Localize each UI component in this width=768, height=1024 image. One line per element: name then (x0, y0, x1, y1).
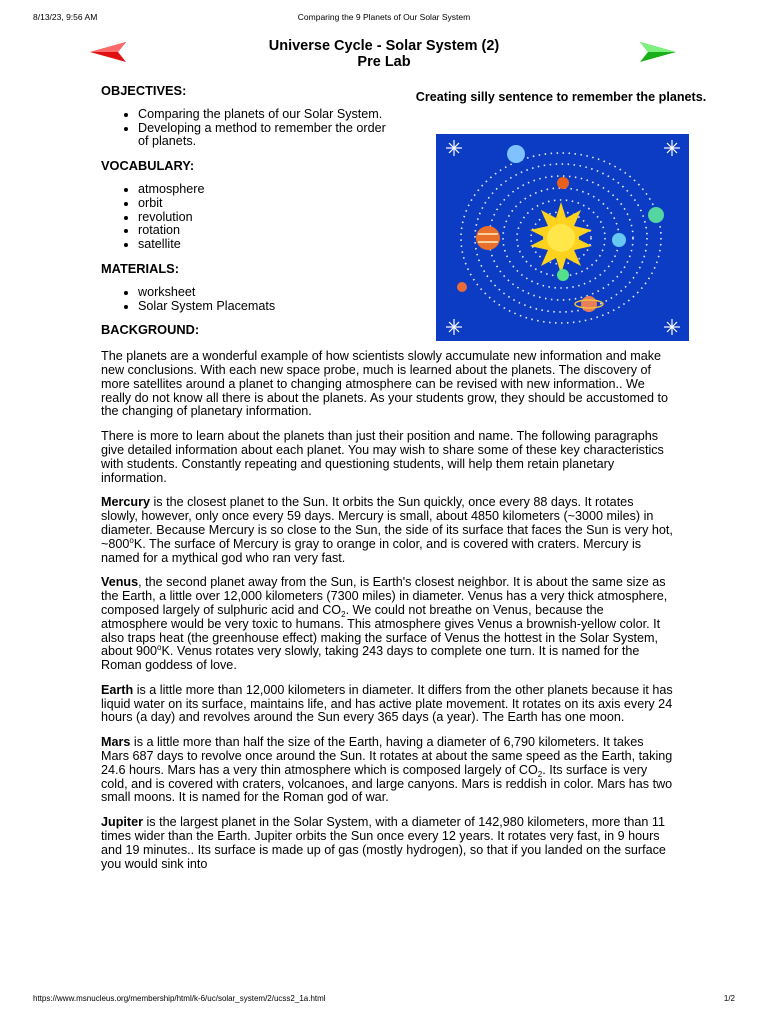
title-line-1: Universe Cycle - Solar System (2) (268, 38, 500, 54)
paragraph-text: K. Venus rotates very slowly, taking 243 days to complete one turn. It is named for the Roman goddess of love. (101, 644, 640, 673)
vocabulary-heading: VOCABULARY: (101, 158, 195, 174)
background-paragraph-2: There is more to learn about the planets than just their position and name. The following paragraphs give detailed information about each planet. You may wish to share some of these key characteristics with students. Constantly repeating and questioning students, will help them retain planetary information. (101, 429, 664, 485)
print-url: https://www.msnucleus.org/membership/html/k-6/uc/solar_system/2/ucss2_1a.html (33, 994, 326, 1003)
planet-name: Mercury (101, 495, 150, 510)
page-title (0, 38, 768, 70)
materials-list (101, 286, 673, 314)
paragraph-text: . We could not breathe on Venus, because the atmosphere would be very toxic to humans. This atmosphere gives Venus a brownish-yellow color. It also traps heat (the greenhouse effect) making the surface of Venus the hottest in the Solar System, about 900 (101, 602, 661, 659)
image-caption: Creating silly sentence to remember the planets. (415, 90, 707, 104)
list-item: • Solar System Placemats (138, 300, 673, 314)
objectives-list (101, 108, 388, 149)
mars-paragraph (101, 736, 673, 805)
print-footer (33, 994, 735, 1008)
print-page-title: Comparing the 9 Planets of Our Solar System (297, 12, 471, 22)
list-item: • revolution (138, 211, 673, 225)
paragraph-text: is the largest planet in the Solar System, with a diameter of 142,980 kilometers, more than 11 times wider than the Earth. Jupiter orbits the Sun once every 12 years. It rotates very fast, in 9 hours and 19 minutes.. Its surface is made up of gas (mostly hydrogen), so that if you landed on the surface you would sink into (101, 815, 666, 871)
list-item: • Comparing the planets of our Solar System. (138, 108, 388, 122)
print-header (33, 12, 735, 26)
title-line-2: Pre Lab (357, 54, 411, 70)
list-item: • atmosphere (138, 183, 673, 197)
list-item: • satellite (138, 238, 673, 252)
paragraph-text: K. The surface of Mercury is gray to orange in color, and is covered with craters. Mercury is named for a mythical god who ran very fast. (101, 536, 642, 565)
superscript: o (157, 643, 162, 653)
objectives-heading: OBJECTIVES: (101, 83, 187, 98)
earth-paragraph (101, 684, 673, 725)
main-content (101, 84, 673, 882)
planet-name: Jupiter (101, 815, 143, 830)
jupiter-paragraph (101, 816, 673, 871)
paragraph-text: , the second planet away from the Sun, is Earth's closest neighbor. It is about the same size as the Earth, a little over 12,000 kilometers (7300 miles) in diameter. Venus has a very thick atmosphere, composed largely of sulphuric acid and CO (101, 575, 668, 617)
paragraph-text: is a little more than 12,000 kilometers in diameter. It differs from the other planets because it has liquid water on its surface, maintains life, and has active plate movement. It rotates on its axis every 24 hours (a day) and revolves around the Sun every 365 days (a year). The Earth has one moon. (101, 682, 673, 725)
page-number: 1/2 (723, 994, 735, 1003)
list-item: • orbit (138, 197, 673, 211)
paragraph-text: is the closest planet to the Sun. It orbits the Sun quickly, once every 88 days. It rotates slowly, however, only once every 59 days. Mercury is small, about 4850 kilometers (~3000 miles) in diameter. Because Mercury is so close to the Sun, the side of its surface that faces the Sun is very hot, ~800 (101, 495, 673, 551)
mercury-paragraph (101, 496, 673, 565)
list-item: • rotation (138, 224, 673, 238)
planet-name: Venus (101, 575, 139, 590)
paragraph-text: is a little more than half the size of the Earth, having a diameter of 6,790 kilometers. It takes Mars 687 days to revolve once around the Sun. It rotates at about the same speed as the Earth, taking 24.6 hours. Mars has a very thin atmosphere which is composed largely of CO (101, 735, 673, 777)
list-item: • Developing a method to remember the order of planets. (138, 122, 388, 150)
background-paragraph-1: The planets are a wonderful example of how scientists slowly accumulate new information and make new conclusions. With each new space probe, much is learned about the planets. The discovery of more satellites around a planet to changing atmosphere can be revised with new information.. We really do not know all there is about the planets. As your students grow, they should be accustomed to the changing of planetary information. (101, 349, 669, 419)
subscript: 2 (537, 769, 543, 779)
superscript: o (129, 535, 134, 545)
print-timestamp: 8/13/23, 9:56 AM (33, 12, 98, 22)
materials-heading: MATERIALS: (101, 260, 179, 276)
planet-name: Mars (101, 735, 131, 750)
venus-paragraph (101, 576, 673, 673)
list-item: • worksheet (138, 286, 673, 300)
subscript: 2 (341, 609, 346, 619)
planet-name: Earth (101, 682, 134, 697)
paragraph-text: . Its surface is very cold, and is covered with craters, volcanoes, and large canyons. Mars is reddish in color. Mars has two small moons. It is named for the Roman god of war. (101, 762, 673, 805)
background-heading: BACKGROUND: (101, 322, 200, 338)
vocabulary-list (101, 183, 673, 252)
